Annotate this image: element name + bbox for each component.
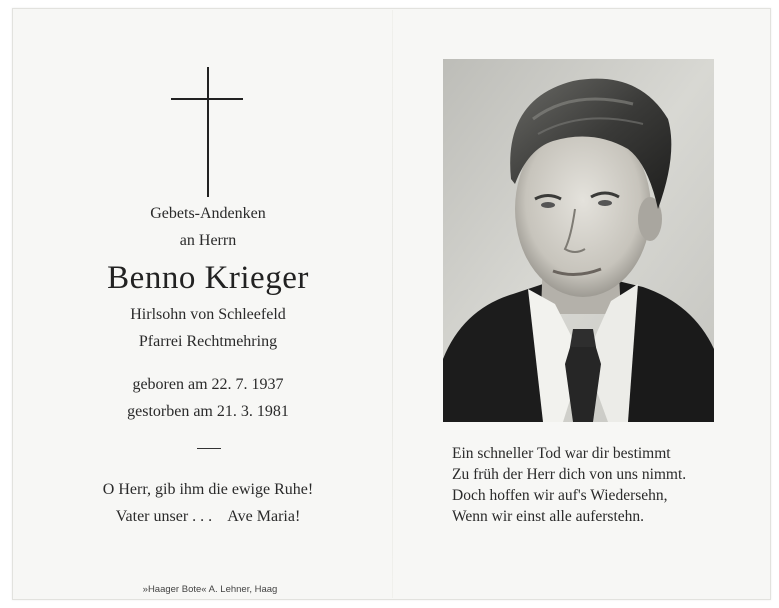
- poem-line: Ein schneller Tod war dir bestimmt: [452, 445, 671, 462]
- parish-line: Pfarrei Rechtmehring: [138, 333, 278, 350]
- to-text: an Herrn: [179, 232, 237, 249]
- portrait-photo: [443, 59, 714, 422]
- origin-line: Hirlsohn von Schleefeld: [130, 306, 286, 323]
- birth-date: geboren am 22. 7. 1937: [132, 376, 284, 393]
- poem-line: Zu früh der Herr dich von uns nimmt.: [452, 466, 687, 483]
- death-date: gestorben am 21. 3. 1981: [127, 403, 289, 420]
- card-fold-line: [392, 10, 393, 598]
- poem-line: Wenn wir einst alle auferstehn.: [452, 508, 645, 525]
- poem-block: [452, 443, 686, 527]
- cross-vertical-bar: [207, 67, 209, 197]
- prayer-line-1: O Herr, gib ihm die ewige Ruhe!: [102, 481, 314, 498]
- heading-text: Gebets-Andenken: [150, 205, 266, 222]
- cross-horizontal-bar: [171, 98, 243, 100]
- poem-line: Doch hoffen wir auf's Wiedersehn,: [452, 487, 668, 504]
- deceased-name: Benno Krieger: [107, 260, 309, 296]
- printer-imprint: »Haager Bote« A. Lehner, Haag: [142, 584, 278, 595]
- prayer-line-2: Vater unser . . . Ave Maria!: [115, 508, 301, 525]
- separator-dash: [197, 448, 221, 449]
